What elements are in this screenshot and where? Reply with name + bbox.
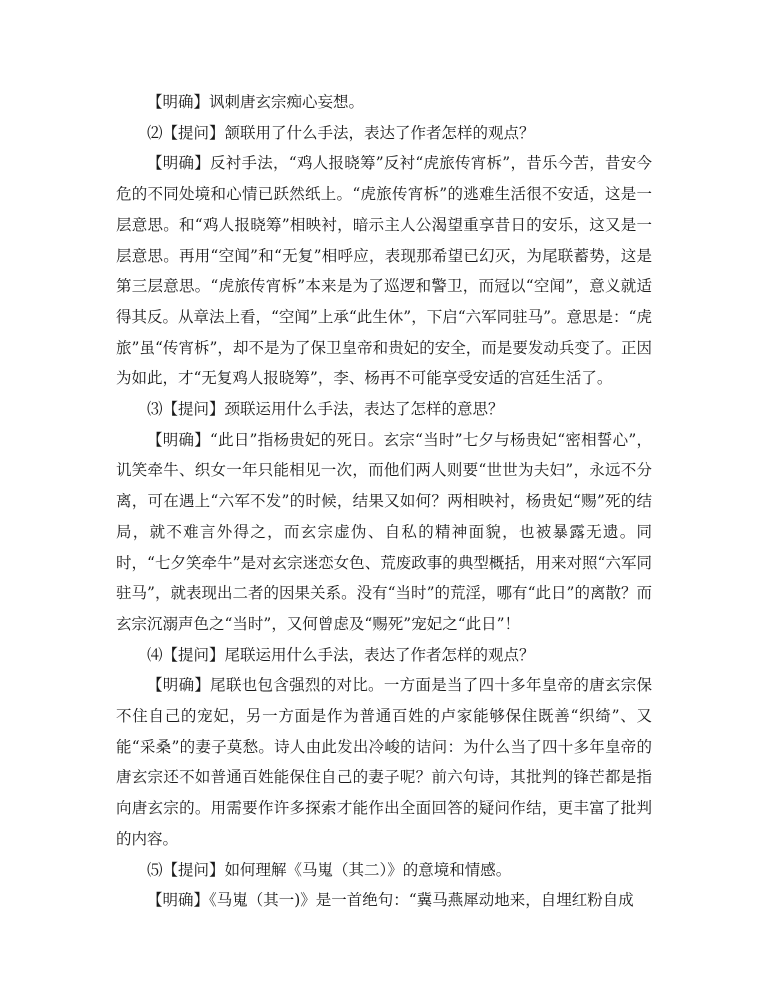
- question-paragraph-2: ⑵【提问】颔联用了什么手法，表达了作者怎样的观点？: [147, 123, 535, 142]
- answer-paragraph-2: 【明确】反衬手法，“鸡人报晓筹”反衬“虎旅传宵柝”，昔乐今苦，昔安今危的不同处境和心情已跃然纸上。“虎旅传宵柝”的逃难生活很不安适，这是一层意思。和“鸡人报晓筹”相映衬，暗示主人公渴望重享昔日的安乐，这又是一层意思。再用“空闻”和“无复”相呼应，表现那希望已幻灭，为尾联蓄势，这是第三层意思。“虎旅传宵柝”本来是为了巡逻和警卫，而冠以“空闻”，意义就适得其反。从章法上看，“空闻”上承“此生休”，下启“六军同驻马”。意思是：“虎旅”虽“传宵柝”，却不是为了保卫皇帝和贵妃的安全，而是要发动兵变了。正因为如此，才“无复鸡人报晓筹”，李、杨再不可能享受安适的宫廷生活了。: [116, 154, 652, 388]
- question-paragraph-3: ⑶【提问】颈联运用什么手法，表达了怎样的意思？: [147, 400, 504, 419]
- answer-paragraph-3: 【明确】“此日”指杨贵妃的死日。玄宗“当时”七夕与杨贵妃“密相誓心”，讥笑牵牛、织女一年只能相见一次，而他们两人则要“世世为夫妇”，永远不分离，可在遇上“六军不发”的时候，结果又如何？两相映衬，杨贵妃“赐”死的结局，就不难言外得之，而玄宗虚伪、自私的精神面貌，也被暴露无遗。同时，“七夕笑牵牛”是对玄宗迷恋女色、荒废政事的典型概括，用来对照“六军同驻马”，就表现出二者的因果关系。没有“当时”的荒淫，哪有“此日”的离散？而玄宗沉溺声色之“当时”，又何曾虑及“赐死”宠妃之“此日”！: [116, 430, 652, 633]
- answer-paragraph-4: 【明确】尾联也包含强烈的对比。一方面是当了四十多年皇帝的唐玄宗保不住自己的宠妃，另一方面是作为普通百姓的卢家能够保住既善“织绮”、又能“采桑”的妻子莫愁。诗人由此发出冷峻的诘问：为什么当了四十多年皇帝的唐玄宗还不如普通百姓能保住自己的妻子呢？前六句诗，其批判的锋芒都是指向唐玄宗的。用需要作许多探索才能作出全面回答的疑问作结，更丰富了批判的内容。: [116, 676, 652, 848]
- answer-paragraph-1: 【明确】讽刺唐玄宗痴心妄想。: [147, 93, 365, 111]
- question-paragraph-5: ⑸【提问】如何理解《马嵬（其二）》的意境和情感。: [147, 860, 512, 879]
- question-paragraph-4: ⑷【提问】尾联运用什么手法，表达了作者怎样的观点？: [147, 645, 535, 664]
- answer-paragraph-5: 【明确】《马嵬（其一)》是一首绝句：“冀马燕犀动地来，自埋红粉自成: [147, 891, 634, 910]
- document-body: [116, 87, 652, 916]
